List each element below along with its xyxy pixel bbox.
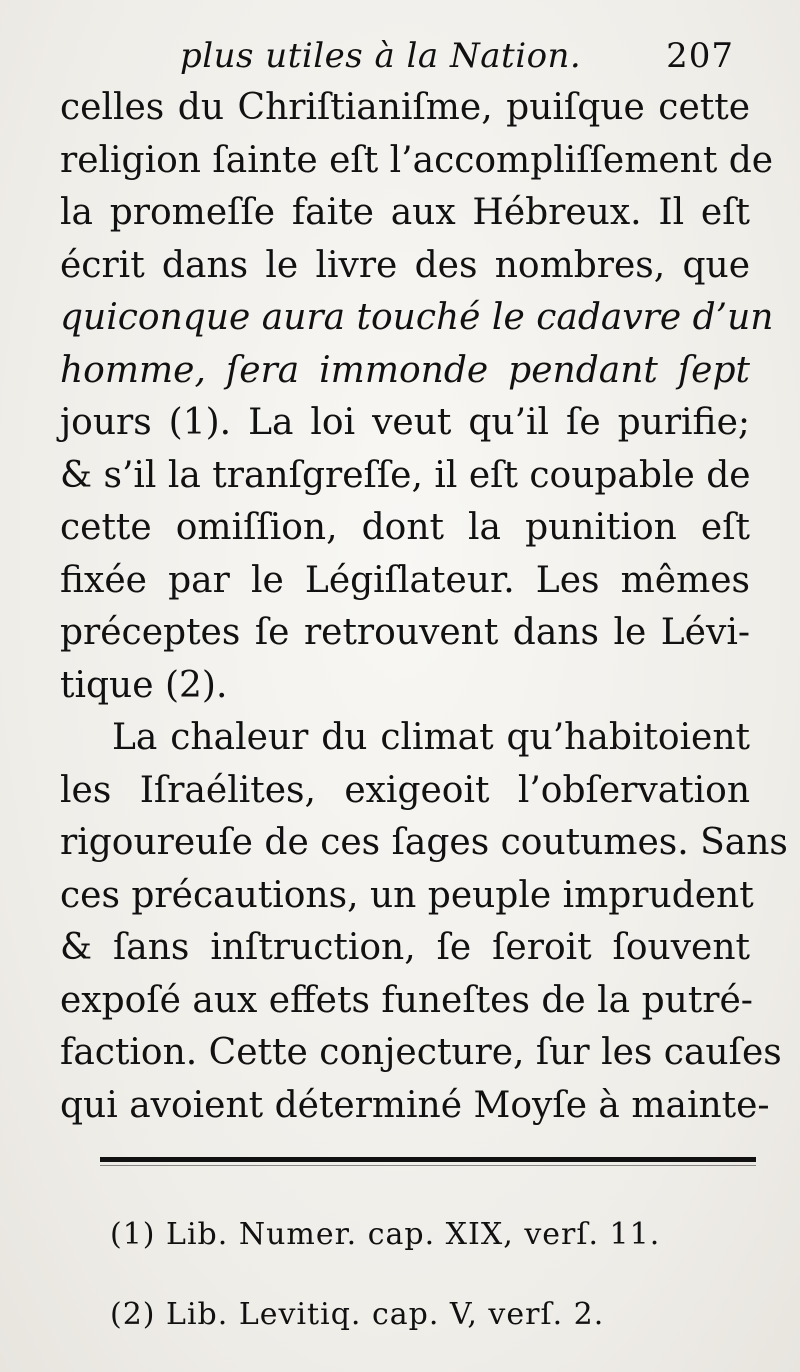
- text-line: les Iſraélites, exigeoit l’obſervation: [60, 769, 750, 811]
- footnote-divider: [100, 1157, 756, 1162]
- text-line: ces précautions, un peuple imprudent: [60, 874, 754, 916]
- text-line: celles du Chriſtianiſme, puiſque cette: [60, 87, 750, 128]
- text-line: fixée par le Légiſlateur. Les mêmes: [60, 559, 750, 601]
- text-line: expoſé aux effets funeſtes de la putré-: [60, 979, 753, 1021]
- footnote: (2) Lib. Levitiq. cap. V, verſ. 2.: [110, 1297, 605, 1332]
- footnote-divider-thin: [100, 1165, 756, 1166]
- footnotes: [110, 1195, 730, 1355]
- text-line: tique (2).: [60, 664, 228, 706]
- text-line-paragraph-start: La chaleur du climat qu’habitoient: [112, 717, 750, 758]
- text-line: faction. Cette conjecture, ſur les cauſes: [60, 1032, 782, 1073]
- text-line: & s’il la tranſgreſſe, il eſt coupable de: [60, 454, 751, 496]
- text-line: la promeſſe faite aux Hébreux. Il eſt: [60, 192, 750, 233]
- text-line: cette omiſſion, dont la punition eſt: [60, 507, 750, 548]
- text-line: écrit dans le livre des nombres, que: [60, 244, 750, 286]
- page-header: [60, 28, 740, 84]
- text-line: rigoureuſe de ces ſages coutumes. Sans: [60, 822, 788, 863]
- text-line-quote: homme, ſera immonde pendant ſept: [60, 349, 750, 391]
- body-text: [60, 82, 788, 1132]
- text-line: jours (1). La loi veut qu’il ſe purifie;: [60, 402, 750, 443]
- text-line: préceptes ſe retrouvent dans le Lévi-: [60, 612, 750, 653]
- text-line-quote: quiconque aura touché le cadavre d’un: [60, 297, 774, 338]
- text-line: & ſans inſtruction, ſe ſeroit ſouvent: [60, 927, 750, 968]
- text-line: religion ſainte eſt l’accompliſſement de: [60, 139, 774, 181]
- page-number: 207: [666, 36, 734, 76]
- footnote: (1) Lib. Numer. cap. XIX, verſ. 11.: [110, 1217, 661, 1252]
- text-line: qui avoient déterminé Moyſe à mainte-: [60, 1084, 770, 1126]
- running-title: plus utiles à la Nation.: [180, 36, 582, 76]
